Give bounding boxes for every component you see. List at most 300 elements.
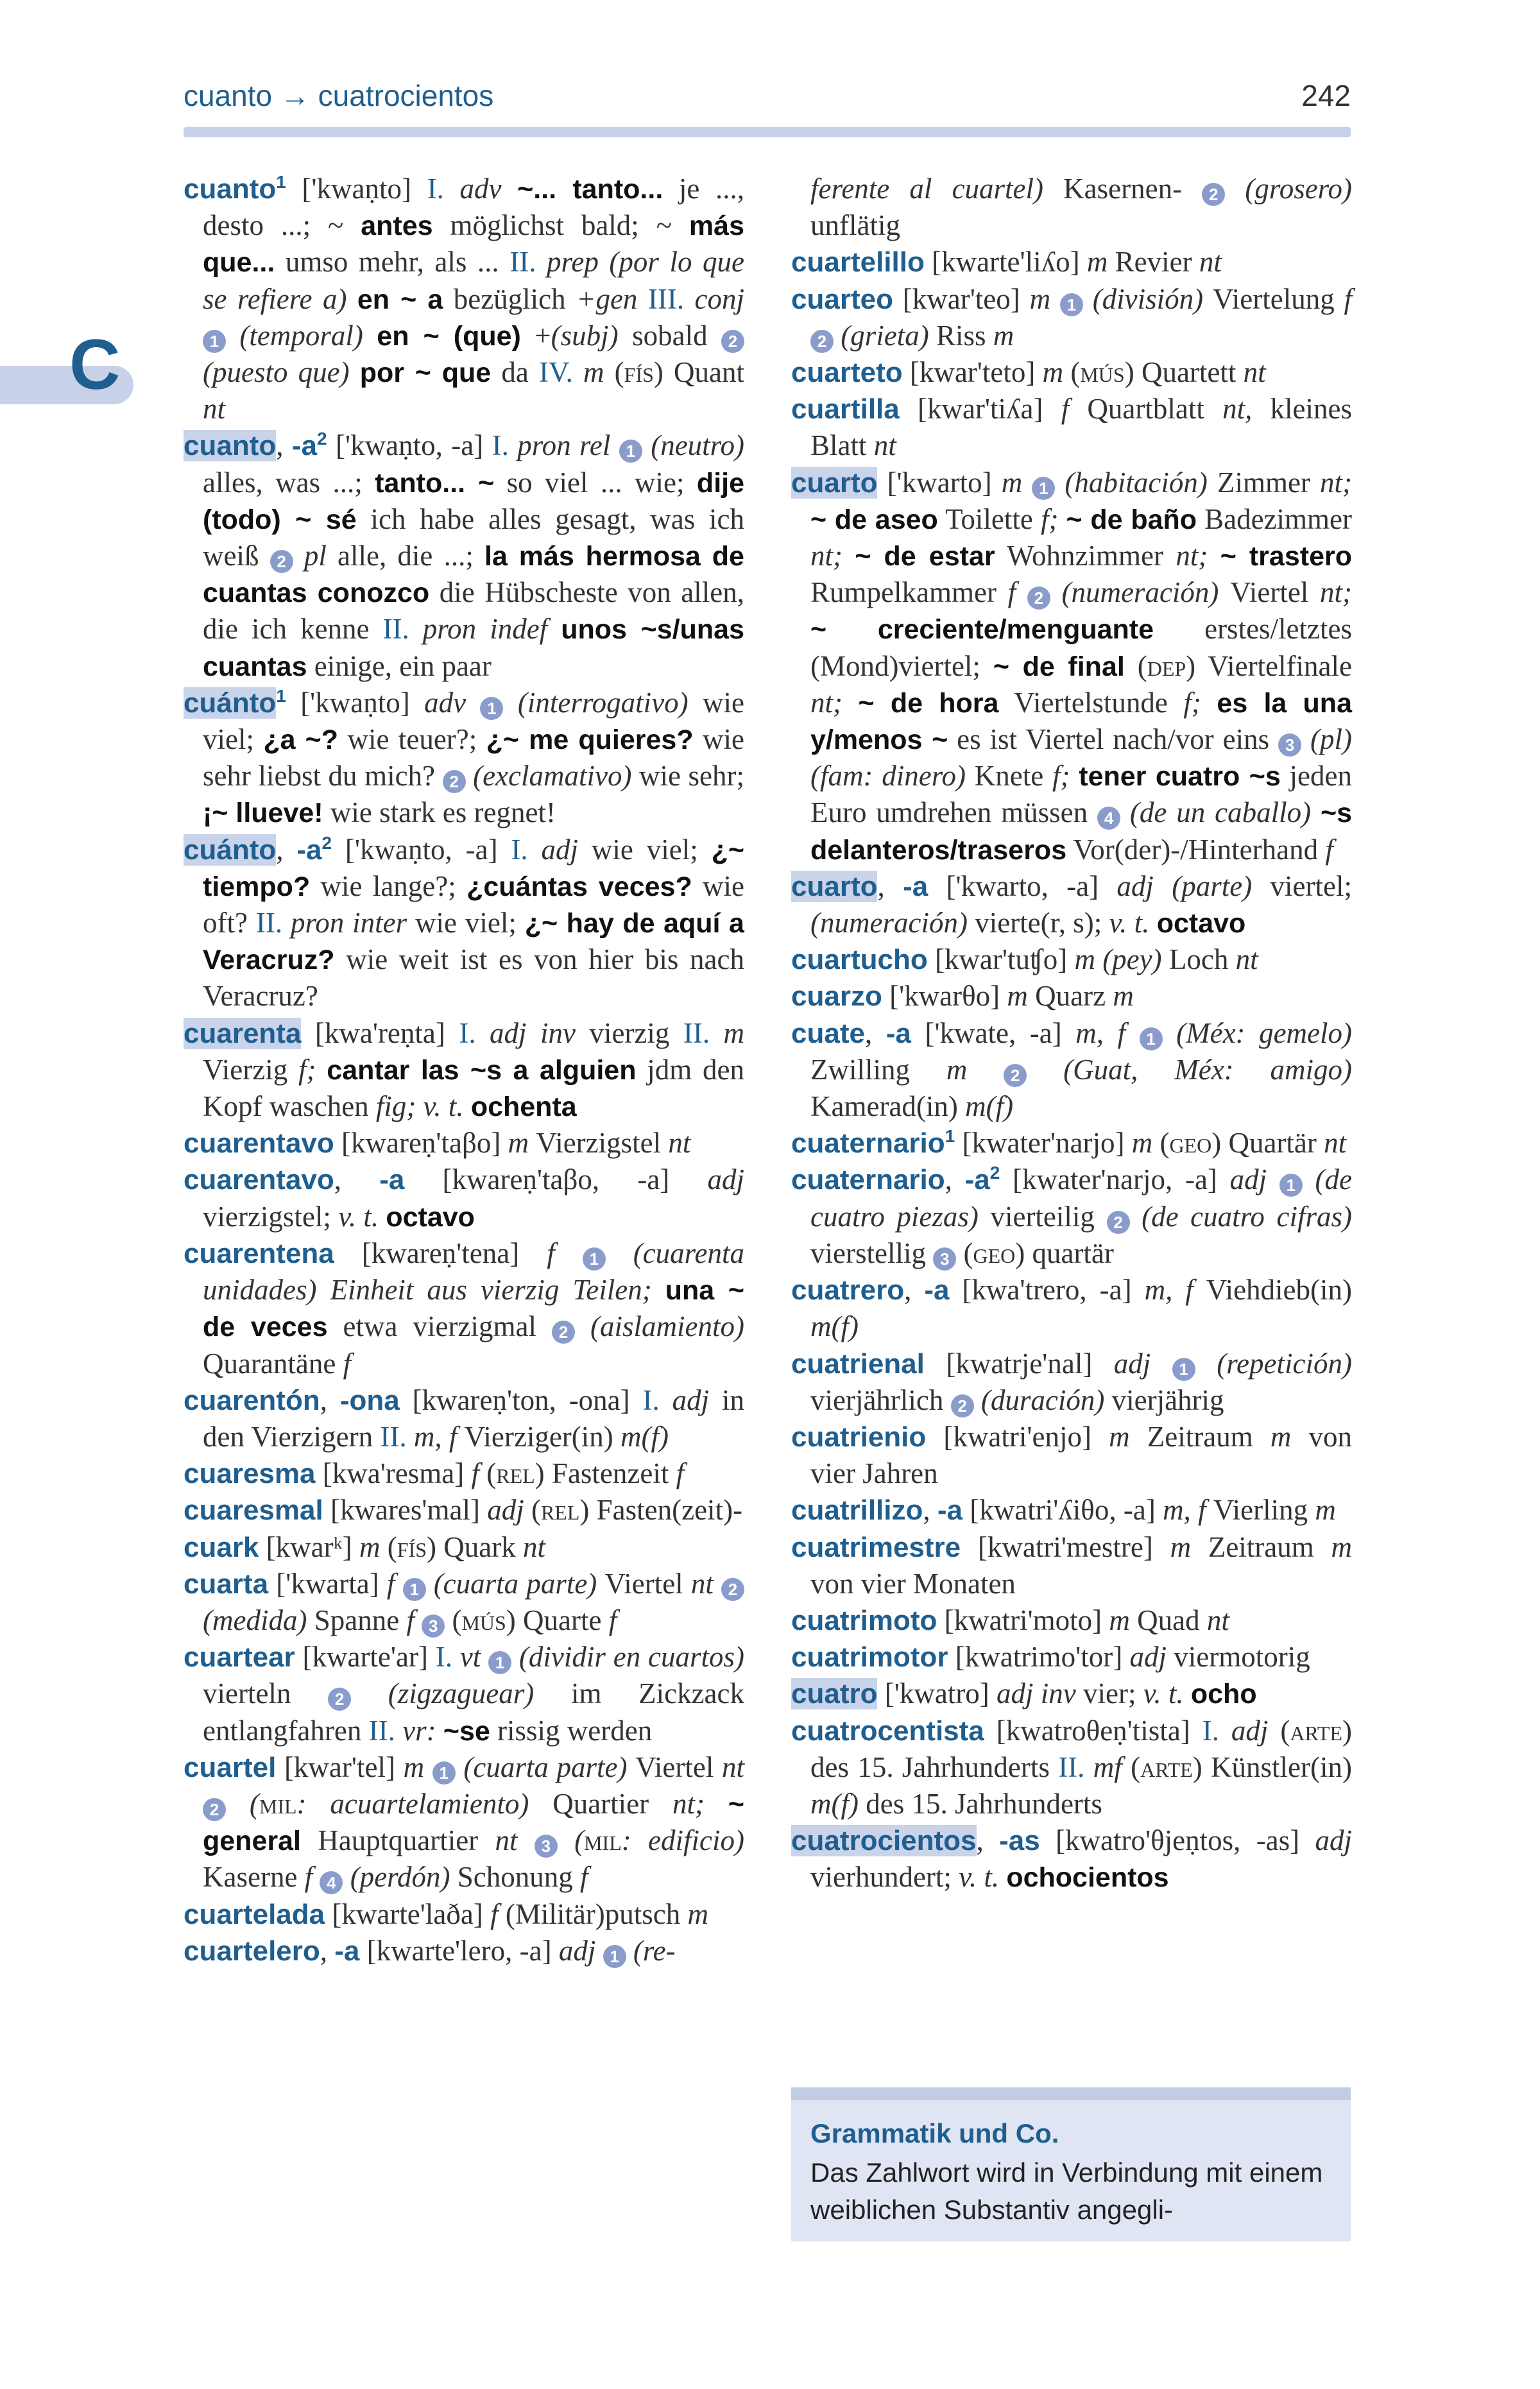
domain-label: (rel) <box>531 1494 590 1527</box>
sense-number-icon: 1 <box>1060 293 1083 316</box>
text: Quark <box>436 1530 523 1563</box>
label-italic: m <box>1086 246 1115 278</box>
dictionary-entry <box>184 1015 744 1126</box>
dictionary-entry <box>184 685 744 832</box>
headword-highlighted: cuatro <box>791 1678 878 1710</box>
label-italic: nt, <box>1222 393 1270 425</box>
label-italic: vt <box>452 1641 489 1674</box>
text: , <box>320 1383 340 1416</box>
label-italic: f; <box>1040 502 1066 535</box>
label-italic: (puesto que) <box>203 356 360 389</box>
label-italic: nt <box>523 1530 546 1563</box>
text: [kwar'tiʎa] <box>899 393 1061 425</box>
dictionary-entry <box>791 391 1352 464</box>
label-italic: m <box>1042 356 1071 389</box>
text: wie stark es regnet! <box>323 796 556 829</box>
text: Revier <box>1115 246 1199 278</box>
text: [kwatri'enjo] <box>926 1420 1109 1453</box>
text: ['kwate, -a] <box>911 1016 1076 1049</box>
phrase: ~ de estar <box>855 541 995 572</box>
text: Badezimmer <box>1197 502 1353 535</box>
text: Quartblatt <box>1087 393 1223 425</box>
text: Rumpelkammer <box>810 576 1008 609</box>
text: Vierziger(in) <box>464 1420 621 1453</box>
dictionary-entry <box>184 1125 744 1161</box>
label-italic: m <box>993 319 1014 352</box>
dictionary-entry <box>791 354 1352 391</box>
sense-number-icon: 1 <box>480 697 503 720</box>
homograph-number: 2 <box>321 832 332 853</box>
label-italic: m <box>403 1751 432 1783</box>
label-italic: adj <box>1229 1163 1279 1196</box>
label-italic: (aislamiento) <box>574 1310 744 1343</box>
text: [kwatrimo'tor] <box>948 1641 1130 1674</box>
text: alles, was ...; <box>203 466 375 499</box>
phrase: ¿a ~? <box>263 724 339 756</box>
label-italic: m(f) <box>620 1420 669 1453</box>
text: sobald <box>618 319 721 352</box>
sense-numeral: I. <box>427 173 444 205</box>
page-number: 242 <box>1301 79 1351 112</box>
text: Viehdieb(in) <box>1206 1274 1353 1306</box>
headword: cuate <box>791 1017 865 1049</box>
headword: cuarentavo <box>184 1127 334 1160</box>
dictionary-entry <box>791 1602 1352 1639</box>
label-italic: nt <box>721 1751 744 1783</box>
label-italic: pron inter <box>282 907 416 939</box>
dictionary-entry <box>184 1749 744 1896</box>
text: , <box>945 1163 965 1196</box>
sense-numeral: II. <box>382 613 409 646</box>
sense-number-icon: 1 <box>488 1651 511 1674</box>
label-italic: (temporal) <box>226 319 377 352</box>
headword-highlighted: cuarenta <box>184 1017 302 1049</box>
text: wie oft? <box>203 869 745 939</box>
label-italic: f <box>343 1347 352 1380</box>
label-italic: nt; <box>672 1787 728 1820</box>
text: , <box>276 833 297 866</box>
phrase: ~ de baño <box>1066 504 1197 535</box>
text: wie viel; <box>203 686 744 756</box>
label-italic: v. t. <box>338 1200 386 1233</box>
label-italic: (grieta) <box>834 319 936 352</box>
label-italic: nt; <box>810 686 859 719</box>
text: Fastenzeit <box>544 1457 676 1490</box>
sense-number-icon: 1 <box>203 330 226 353</box>
text: [kwareṇ'tena] <box>334 1237 547 1269</box>
phrase: ¿cuántas veces? <box>466 871 692 902</box>
text: Riss <box>936 319 993 352</box>
headword: cuatrimestre <box>791 1531 961 1563</box>
text: [kwatrje'nal] <box>924 1347 1114 1380</box>
text: + <box>520 319 551 352</box>
headword: cuarta <box>184 1568 269 1600</box>
label-italic: : acuartelamiento) <box>296 1787 553 1820</box>
label-italic: f <box>471 1457 487 1490</box>
headword: -a <box>379 1164 405 1196</box>
dictionary-entry <box>791 1492 1352 1528</box>
label-italic: adv <box>443 173 518 205</box>
text: Zeitraum <box>1147 1420 1270 1453</box>
headword: cuarentavo <box>184 1164 334 1196</box>
text: viertel; <box>1270 869 1352 902</box>
phrase: cantar las ~s a alguien <box>327 1054 637 1086</box>
label-italic: nt; <box>1320 576 1352 609</box>
phrase: octavo <box>386 1201 475 1233</box>
text: vier; <box>1083 1677 1143 1710</box>
headword: cuarteto <box>791 357 903 389</box>
text: [kwareṇ'ton, -ona] <box>399 1383 643 1416</box>
dictionary-entry <box>791 1529 1352 1602</box>
text: ['kwarθo] <box>882 980 1007 1013</box>
sense-number-icon: 3 <box>535 1835 558 1858</box>
label-italic: (de cuatro cifras) <box>1129 1200 1352 1233</box>
domain-label: (arte) <box>1280 1714 1352 1747</box>
label-italic: : edificio) <box>621 1824 744 1857</box>
text: wie viel; <box>591 833 712 866</box>
text: etwa vierzigmal <box>327 1310 552 1343</box>
headword-highlighted: cuánto <box>184 687 277 719</box>
phrase: en ~ a <box>357 284 443 315</box>
label-italic: (cuarenta unidades) Einheit aus vierzig Teilen; <box>203 1237 744 1306</box>
text: [kwa'trero, -a] <box>949 1274 1145 1306</box>
text: in den Vierzigern <box>203 1383 744 1453</box>
phrase: ~s delanteros/traseros <box>810 798 1352 866</box>
label-italic: m <box>359 1530 388 1563</box>
sense-number-icon: 2 <box>328 1688 351 1711</box>
text: , <box>976 1824 1000 1857</box>
label-italic: (perdón) <box>343 1861 458 1894</box>
label-italic: nt; <box>1176 540 1220 572</box>
sense-number-icon: 1 <box>403 1578 426 1601</box>
phrase: octavo <box>1156 908 1246 939</box>
dictionary-entry <box>791 978 1352 1015</box>
text: [kwareṇ'taβo, -a] <box>404 1163 708 1196</box>
text: , <box>904 1274 925 1306</box>
text: viermotorig <box>1174 1641 1310 1674</box>
text: ['kwaṇto] <box>286 173 427 205</box>
text: , <box>923 1494 937 1527</box>
label-italic: adj <box>527 833 592 866</box>
column-left <box>184 171 744 1969</box>
text: Quad <box>1137 1604 1207 1636</box>
label-italic: f <box>386 1567 403 1600</box>
sense-numeral: II. <box>1058 1751 1085 1783</box>
text: vierte(r, s); <box>975 907 1109 939</box>
phrase: ¡~ llueve! <box>203 798 323 829</box>
sense-number-icon: 1 <box>432 1761 456 1785</box>
headword: cuanto <box>184 173 277 205</box>
domain-label: mil <box>584 1824 622 1857</box>
label-italic: (cuarta parte) <box>455 1751 636 1783</box>
text: so viel ... wie; <box>494 466 697 499</box>
dictionary-entry <box>184 1529 744 1566</box>
label-italic: adj inv <box>475 1016 590 1049</box>
domain-label: (rel) <box>486 1457 545 1490</box>
label-italic: nt <box>1235 943 1258 976</box>
headword: -a <box>924 1274 950 1306</box>
text: [kwar'teto] <box>902 356 1043 389</box>
phrase: ~ de hora <box>858 687 999 719</box>
phrase: más que... <box>203 210 744 278</box>
text: Quartett <box>1134 356 1244 389</box>
headword: cuatrimotor <box>791 1641 948 1674</box>
label-italic: (división) <box>1082 282 1213 315</box>
text: [kwar'tel] <box>276 1751 404 1783</box>
sense-number-icon: 2 <box>1004 1064 1027 1087</box>
dictionary-entry <box>184 1896 744 1933</box>
label-italic: pl <box>293 540 338 572</box>
text: die Hübscheste von allen, die ich kenne <box>203 576 744 646</box>
label-italic: nt; <box>810 540 855 572</box>
text: vierstellig <box>810 1237 934 1269</box>
text: Fasten(zeit)- <box>589 1494 743 1527</box>
headword: -a <box>964 1164 990 1196</box>
headword: -ona <box>339 1384 400 1416</box>
label-italic: (exclamativo) <box>465 760 640 792</box>
text: [kwater'narjo, -a] <box>1000 1163 1230 1196</box>
label-italic: m(f) <box>810 1310 859 1343</box>
text: Künstler(in) <box>1202 1751 1352 1783</box>
label-italic: (Guat, Méx: amigo) <box>1027 1053 1353 1086</box>
sense-number-icon: 2 <box>1027 587 1050 610</box>
sense-numeral: III. <box>647 282 685 315</box>
text: im Zickzack entlangfahren <box>203 1677 744 1747</box>
text: wie lange?; <box>310 869 467 902</box>
label-italic: m <box>710 1016 745 1049</box>
text: vierzig <box>589 1016 683 1049</box>
text: [kwarte'laða] <box>325 1897 491 1930</box>
text: quartär <box>1025 1237 1114 1269</box>
headword: -a <box>937 1494 963 1527</box>
text: [kwater'narjo] <box>955 1127 1132 1160</box>
domain-label: (dep) <box>1124 649 1196 682</box>
sense-numeral: I. <box>492 429 509 462</box>
text: Viertel <box>604 1567 691 1600</box>
label-italic: m <box>572 356 615 389</box>
text: ich habe alles gesagt, was ich weiß <box>203 502 744 572</box>
label-italic: adj <box>1219 1714 1281 1747</box>
text: ['kwarto] <box>877 466 1002 499</box>
label-italic: nt <box>1324 1127 1347 1160</box>
phrase: ~ general <box>203 1788 744 1857</box>
sense-numeral: I. <box>1202 1714 1219 1747</box>
dictionary-entry <box>791 1125 1352 1161</box>
headword: cuaternario <box>791 1164 945 1196</box>
label-italic: (grosero) <box>1225 173 1353 205</box>
phrase: por ~ que <box>359 357 492 389</box>
text: des 15. Jahrhunderts <box>866 1787 1102 1820</box>
sense-numeral: II. <box>255 907 283 939</box>
text: Vierzigstel <box>536 1127 669 1160</box>
homograph-number: 2 <box>317 429 327 449</box>
text: Vierling <box>1213 1494 1315 1527</box>
label-italic: nt <box>1199 246 1222 278</box>
text: von vier Monaten <box>810 1567 1016 1600</box>
text: Schonung <box>457 1861 580 1894</box>
sense-number-icon: 1 <box>583 1247 606 1271</box>
dictionary-entry <box>791 1639 1352 1675</box>
dictionary-entry <box>791 1419 1352 1492</box>
text: Kaserne <box>203 1861 305 1894</box>
grammar-box-text: Das Zahlwort wird in Verbindung mit einem weiblichen Substantiv angegli- <box>810 2157 1323 2225</box>
label-italic: adj <box>659 1383 722 1416</box>
text: Vierzig <box>203 1053 299 1086</box>
label-italic: f <box>1061 393 1088 425</box>
label-italic: nt <box>1206 1604 1229 1636</box>
text: [kwarte'lero, -a] <box>359 1934 559 1967</box>
headword-highlighted: cuatrocientos <box>791 1825 977 1857</box>
sense-numeral: II. <box>683 1016 710 1049</box>
dictionary-entry <box>791 1161 1352 1272</box>
dictionary-entry <box>791 244 1352 280</box>
label-italic: (medida) <box>203 1604 314 1636</box>
dictionary-entry <box>791 1015 1352 1126</box>
dictionary-entry <box>791 1675 1352 1712</box>
label-italic: v. t. <box>959 1861 1007 1894</box>
text: Viertelstunde <box>998 686 1184 719</box>
text: Quant <box>663 356 744 389</box>
label-italic: f; <box>1183 686 1217 719</box>
text: [kwareṇ'taβo] <box>334 1127 508 1160</box>
text: Toilette <box>937 502 1041 535</box>
label-italic: nt; <box>1320 466 1352 499</box>
label-italic: m <box>1001 466 1032 499</box>
phrase: ¿~ tiempo? <box>203 834 744 902</box>
text: wie sehr liebst du mich? <box>203 723 744 792</box>
label-italic: (pl) (fam: dinero) <box>810 723 1352 792</box>
dictionary-entry <box>791 941 1352 978</box>
label-italic: adj <box>487 1494 531 1527</box>
text: Kasernen- <box>1063 173 1202 205</box>
text: vierteilig <box>990 1200 1107 1233</box>
text: [kwatroθeṇ'tista] <box>984 1714 1202 1747</box>
grammar-info-box <box>791 2087 1351 2241</box>
dictionary-entry <box>184 1455 744 1492</box>
sense-number-icon: 1 <box>1032 477 1055 500</box>
dictionary-entry <box>184 1566 744 1639</box>
headword: cuartucho <box>791 944 928 976</box>
text: [kwa'reṇta] <box>301 1016 459 1049</box>
dictionary-entry <box>184 1933 744 1969</box>
dictionary-entry <box>791 281 1352 354</box>
headword: -a <box>886 1017 911 1049</box>
text: Viertelfinale <box>1195 649 1352 682</box>
text: einige, ein paar <box>307 649 492 682</box>
label-italic: adj (parte) <box>1116 869 1270 902</box>
label-italic: f <box>304 1861 320 1894</box>
phrase: en ~ (que) <box>377 320 521 352</box>
text: , <box>320 1934 335 1967</box>
running-header-range: cuanto → cuatrocientos <box>184 79 494 112</box>
label-italic: v. t. <box>1109 907 1157 939</box>
headword: -a <box>291 430 318 462</box>
label-italic: f <box>1007 576 1027 609</box>
label-italic: nt <box>873 429 896 462</box>
label-italic: (habitación) <box>1055 466 1217 499</box>
phrase: ochocientos <box>1006 1862 1169 1894</box>
text: wie viel; <box>415 907 525 939</box>
label-italic: (duración) <box>973 1383 1112 1416</box>
text: wie teuer?; <box>338 723 486 756</box>
homograph-number: 2 <box>989 1163 1000 1183</box>
label-italic: f <box>579 1861 588 1894</box>
sense-number-icon: 3 <box>1278 733 1301 757</box>
text: Quarte <box>515 1604 609 1636</box>
text: Wohnzimmer <box>995 540 1176 572</box>
phrase: tener cuatro ~s <box>1079 761 1281 792</box>
text: [kwatri'ʎiθo, -a] <box>963 1494 1163 1527</box>
domain-label: (fís) <box>614 356 663 389</box>
label-italic: conj <box>684 282 744 315</box>
label-italic: m <box>1029 282 1060 315</box>
label-italic: f <box>406 1604 422 1636</box>
label-italic: ferente al cuartel) <box>810 173 1064 205</box>
text: vierjährlich <box>810 1383 951 1416</box>
label-italic: (interrogativo) <box>503 686 703 719</box>
dictionary-entry <box>791 1713 1352 1823</box>
phrase: una ~ de veces <box>203 1275 744 1343</box>
label-italic: (re- <box>626 1934 676 1967</box>
text: da <box>491 356 539 389</box>
text: ['kwatro] <box>877 1677 997 1710</box>
text: , <box>334 1163 380 1196</box>
label-italic: f; <box>1052 760 1079 792</box>
sense-number-icon: 3 <box>422 1614 445 1638</box>
domain-label: (geo) <box>956 1237 1025 1269</box>
text: Quartär <box>1221 1127 1324 1160</box>
phrase: ochenta <box>470 1092 577 1123</box>
label-italic: f <box>676 1457 685 1490</box>
text: ['kwarta] <box>268 1567 387 1600</box>
label-italic: pron rel <box>508 429 619 462</box>
text: je ..., desto ...; ~ <box>203 173 744 242</box>
phrase: ~... tanto... <box>517 174 663 205</box>
dictionary-entry <box>791 1346 1352 1419</box>
text: vierjährig <box>1111 1383 1224 1416</box>
dictionary-entry <box>791 465 1352 868</box>
text: ['kwaṇto, -a] <box>332 833 511 866</box>
label-italic: m <box>946 1053 1004 1086</box>
label-italic: f <box>608 1604 617 1636</box>
text: wie weit ist es von hier bis nach Veracruz? <box>203 943 744 1013</box>
homograph-number: 1 <box>945 1126 955 1147</box>
headword-highlighted: cuanto <box>184 430 277 462</box>
label-italic: m <box>1113 980 1134 1013</box>
text: jeden Euro umdrehen müssen <box>810 760 1352 829</box>
label-italic: (subj) <box>551 319 619 352</box>
sense-number-icon: 2 <box>443 770 466 793</box>
text: Zeitraum <box>1208 1530 1331 1563</box>
label-italic: m <box>687 1897 709 1930</box>
text: Hauptquartier <box>300 1824 495 1857</box>
thumb-index-letter: C <box>69 325 121 404</box>
sense-number-icon: 1 <box>1140 1027 1163 1050</box>
label-italic: pron indef <box>409 613 561 646</box>
label-italic: m, f <box>406 1420 465 1453</box>
label-italic: +gen <box>576 282 648 315</box>
text: bezüglich <box>443 282 577 315</box>
text: Viertel <box>1230 576 1320 609</box>
phrase: la más hermosa de cuantas conozco <box>203 541 744 609</box>
text: kleines Blatt <box>810 393 1352 462</box>
text: unflätig <box>810 209 900 242</box>
text: möglichst bald; ~ <box>432 209 689 242</box>
text: (Militär)putsch <box>505 1897 688 1930</box>
phrase: antes <box>361 210 433 242</box>
label-italic: m, f <box>1075 1016 1140 1049</box>
sense-number-icon: 2 <box>552 1321 575 1344</box>
